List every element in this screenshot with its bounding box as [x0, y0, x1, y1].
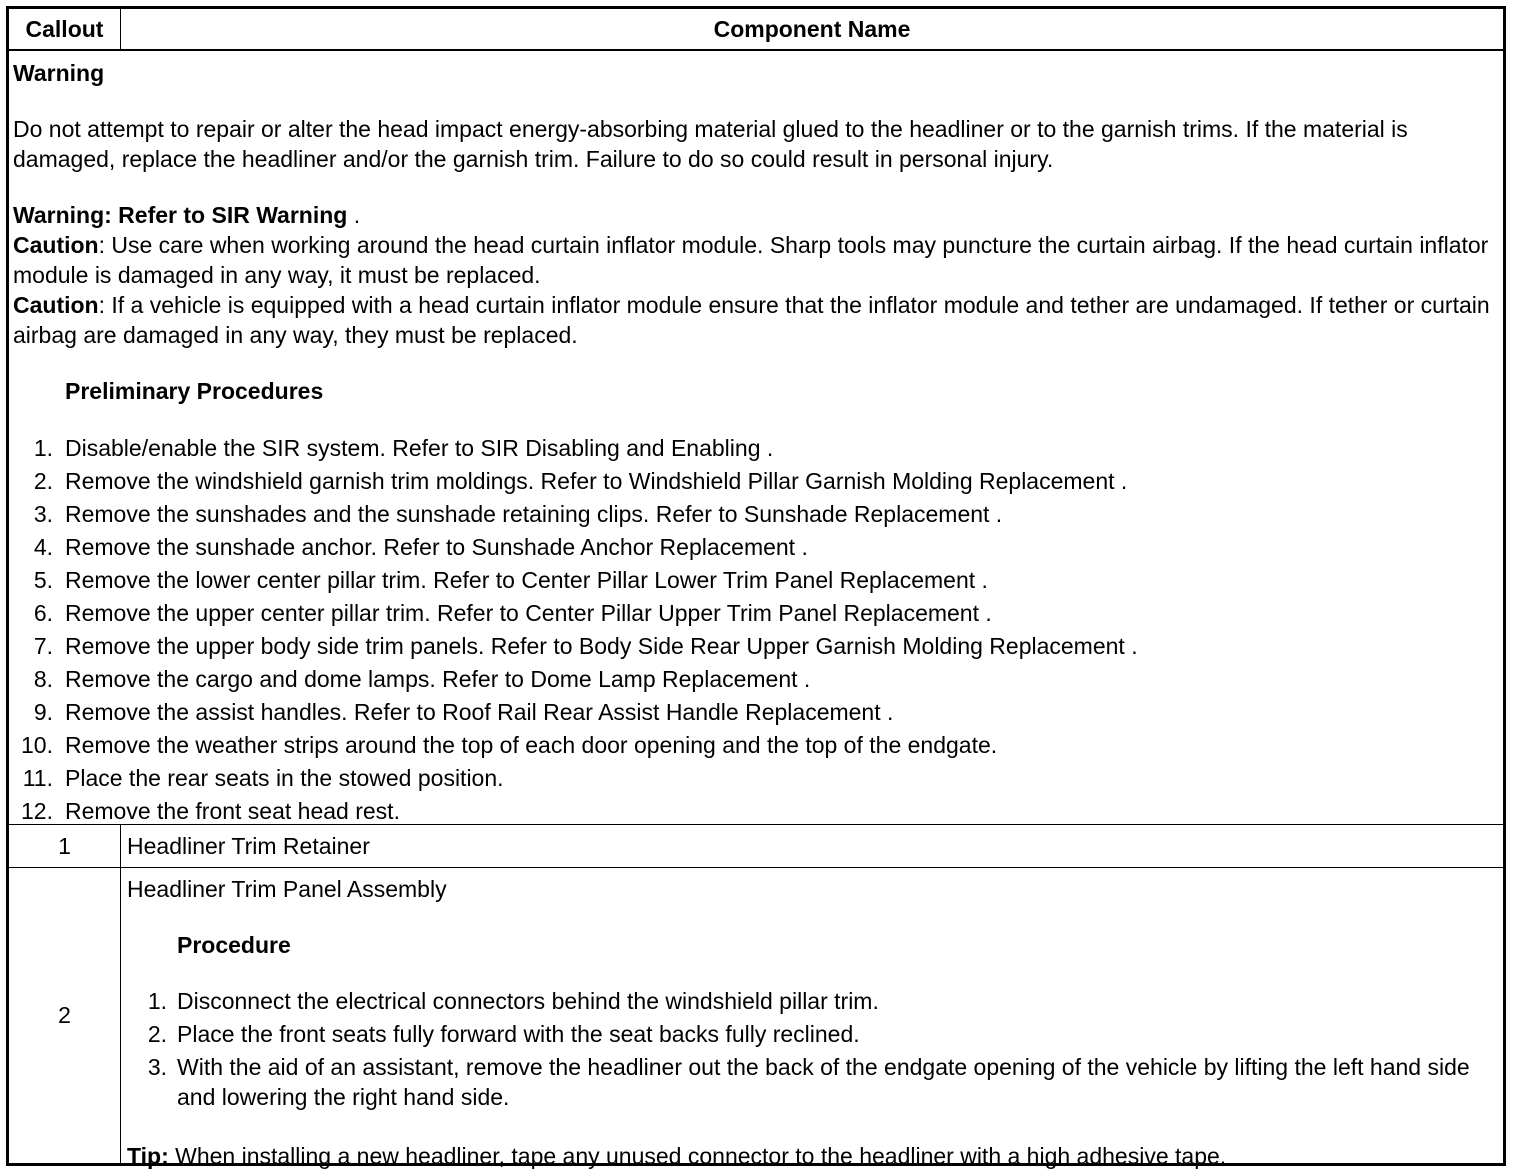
list-item: [127, 1019, 1503, 1049]
preliminary-steps-list: [13, 432, 1503, 828]
step-number: 5.: [33, 567, 53, 593]
callout-column-header: Callout: [9, 9, 121, 49]
step-number: 1.: [147, 988, 167, 1014]
step-text: Disable/enable the SIR system. Refer to SIR Disabling and Enabling .: [65, 435, 774, 461]
table-header: [9, 9, 1503, 51]
caution-2: [13, 290, 1503, 350]
list-item: [127, 986, 1503, 1016]
step-text: Remove the cargo and dome lamps. Refer to Dome Lamp Replacement .: [65, 666, 811, 692]
callout-cell: 2: [9, 868, 121, 1163]
preliminary-procedures-title: Preliminary Procedures: [65, 378, 324, 404]
sir-warning-text: Warning: Refer to SIR Warning: [13, 202, 348, 228]
step-text: Remove the weather strips around the top of each door opening and the top of the endgate.: [65, 732, 998, 758]
caution-1-text: : Use care when working around the head curtain inflator module. Sharp tools may puncture the curtain airbag. If the head curtain inflator module is damaged in any way, it must be replaced.: [13, 232, 1489, 288]
caution-1-label: Caution: [13, 232, 99, 258]
step-text: Remove the assist handles. Refer to Roof Rail Rear Assist Handle Replacement .: [65, 699, 894, 725]
step-text: With the aid of an assistant, remove the headliner out the back of the endgate opening of the vehicle by lifting the left hand side and lowering the right hand side.: [177, 1054, 1470, 1110]
list-item: [13, 663, 1503, 696]
component-name-cell: Headliner Trim Retainer: [127, 833, 370, 859]
step-number: 12.: [21, 798, 53, 824]
step-text: Remove the upper body side trim panels. Refer to Body Side Rear Upper Garnish Molding Replacement .: [65, 633, 1138, 659]
step-text: Remove the sunshade anchor. Refer to Sunshade Anchor Replacement .: [65, 534, 808, 560]
step-text: Place the rear seats in the stowed position.: [65, 765, 504, 791]
sir-warning-line: [13, 200, 1503, 230]
list-item: [13, 597, 1503, 630]
list-item: [13, 432, 1503, 465]
component-table: [6, 6, 1506, 1169]
step-number: 10.: [21, 732, 53, 758]
warning-text: Do not attempt to repair or alter the head impact energy-absorbing material glued to the headliner or to the garnish trims. If the material is damaged, replace the headliner and/or the garnish trim. Failure to do so could result in personal injury.: [13, 116, 1408, 172]
step-text: Place the front seats fully forward with the seat backs fully reclined.: [177, 1021, 860, 1047]
step-number: 3.: [33, 501, 53, 527]
step-number: 4.: [33, 534, 53, 560]
caution-2-text: : If a vehicle is equipped with a head curtain inflator module ensure that the inflator module and tether are undamaged. If tether or curtain airbag are damaged in any way, they must be replaced.: [13, 292, 1490, 348]
step-number: 3.: [147, 1054, 167, 1080]
sir-warning-end: .: [347, 202, 361, 228]
component-name: Headliner Trim Panel Assembly: [127, 876, 447, 902]
step-text: Disconnect the electrical connectors behind the windshield pillar trim.: [177, 988, 879, 1014]
list-item: [13, 531, 1503, 564]
tip-text: When installing a new headliner, tape any unused connector to the headliner with a high adhesive tape.: [168, 1143, 1227, 1169]
list-item: [13, 696, 1503, 729]
list-item: [13, 498, 1503, 531]
procedure-title: Procedure: [177, 932, 291, 958]
step-number: 11.: [22, 765, 53, 791]
caution-1: [13, 230, 1503, 290]
list-item: [13, 465, 1503, 498]
component-name-column-header: Component Name: [713, 16, 911, 42]
step-number: 7.: [33, 633, 53, 659]
step-text: Remove the windshield garnish trim moldings. Refer to Windshield Pillar Garnish Molding Replacement .: [65, 468, 1128, 494]
table-row: [9, 825, 1503, 868]
step-number: 8.: [33, 666, 53, 692]
list-item: [13, 564, 1503, 597]
warning-title: Warning: [13, 60, 105, 86]
intro-section: [9, 51, 1503, 825]
list-item: [127, 1052, 1503, 1112]
table-row: [9, 868, 1503, 1169]
step-number: 6.: [33, 600, 53, 626]
list-item: [13, 762, 1503, 795]
procedure-steps-list: [127, 986, 1503, 1112]
tip-label: Tip:: [127, 1143, 169, 1169]
callout-cell: 1: [9, 825, 121, 867]
step-number: 2.: [33, 468, 53, 494]
step-text: Remove the front seat head rest.: [65, 798, 400, 824]
step-number: 2.: [147, 1021, 167, 1047]
step-text: Remove the sunshades and the sunshade retaining clips. Refer to Sunshade Replacement .: [65, 501, 1003, 527]
step-text: Remove the upper center pillar trim. Refer to Center Pillar Upper Trim Panel Replacement .: [65, 600, 992, 626]
step-number: 9.: [33, 699, 53, 725]
list-item: [13, 795, 1503, 828]
step-text: Remove the lower center pillar trim. Refer to Center Pillar Lower Trim Panel Replacement .: [65, 567, 988, 593]
caution-2-label: Caution: [13, 292, 99, 318]
list-item: [13, 729, 1503, 762]
tip: [127, 1141, 1503, 1171]
list-item: [13, 630, 1503, 663]
component-name-cell: [121, 868, 1503, 1169]
step-number: 1.: [33, 435, 53, 461]
